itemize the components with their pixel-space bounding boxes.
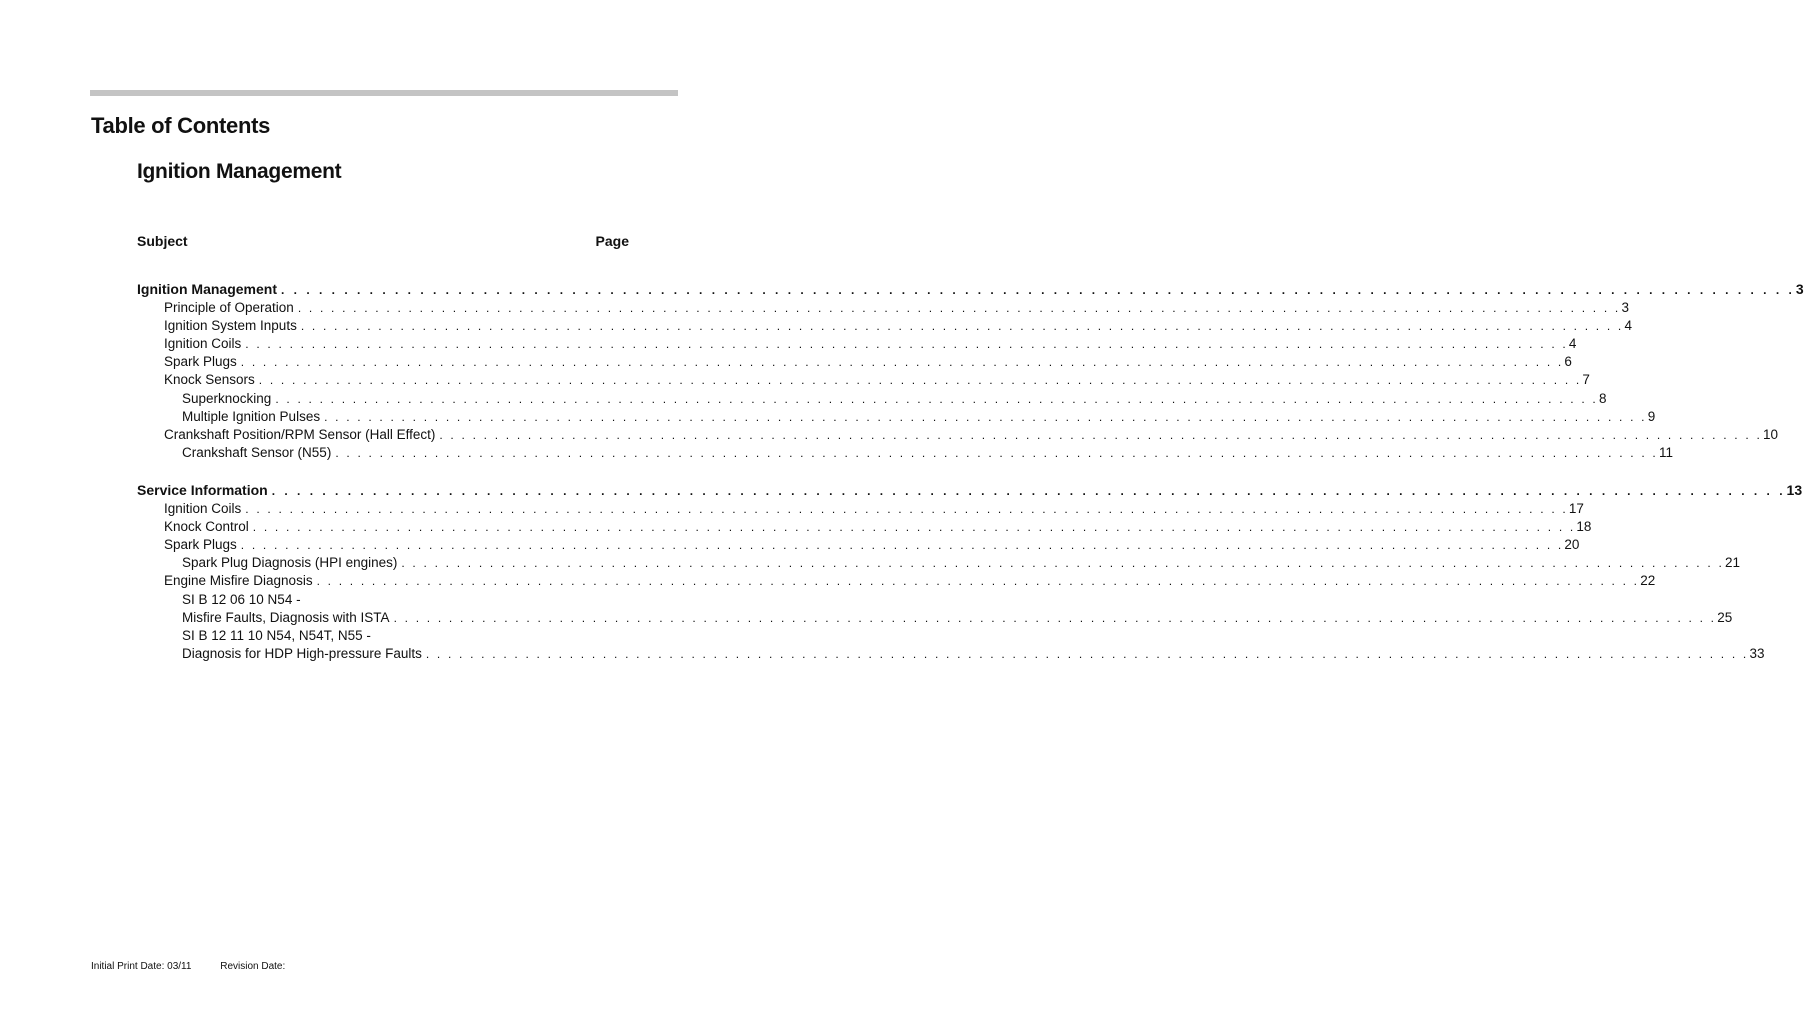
toc-page-number: 17	[1568, 501, 1584, 516]
page-title: Table of Contents	[91, 113, 271, 138]
toc-page-number: 22	[1640, 573, 1656, 589]
toc-dot-leader: . . . . . . . . . . . . . . . . . . . . . . . . . . . . . . . . . . . . . . . . . . . . . . . . . . . . . . . . . . . . . . . . . . . . . . . . . . . . . . . . . . . . . . . . . . . . . . . . . . . . . . . . . . . . . . . . . . . . . . . .	[240, 355, 1564, 370]
toc-entry-title: Multiple Ignition Pulses	[182, 408, 321, 424]
toc-entry-title: Engine Misfire Diagnosis	[164, 573, 313, 589]
initial-print-date: Initial Print Date: 03/11	[91, 961, 192, 972]
toc-entry-title: Ignition Management	[137, 281, 277, 297]
toc-entry[interactable]	[164, 518, 1592, 536]
module-title: Ignition Management	[137, 160, 342, 183]
revision-date: Revision Date:	[220, 961, 286, 972]
toc-section[interactable]	[137, 481, 1803, 499]
toc-entry-title: Crankshaft Position/RPM Sensor (Hall Effect)	[164, 426, 436, 442]
toc-dot-leader: . . . . . . . . . . . . . . . . . . . . . . . . . . . . . . . . . . . . . . . . . . . . . . . . . . . . . . . . . . . . . . . . . . . . . . . . . . . . . . . . . . . . . . . . . . . . . . . . . . . . . . . . . . . . . . . . . . . . . . . .	[425, 646, 1749, 661]
toc-entry[interactable]	[182, 444, 1673, 462]
toc-dot-leader: . . . . . . . . . . . . . . . . . . . . . . . . . . . . . . . . . . . . . . . . . . . . . . . . . . . . . . . . . . . . . . . . . . . . . . . . . . . . . . . . . . . . . . . . . . . . . . . . . . . . . . . . . . . . . . . . . . . . . . . .	[300, 319, 1624, 334]
toc-entry[interactable]	[164, 299, 1629, 317]
toc-dot-leader: . . . . . . . . . . . . . . . . . . . . . . . . . . . . . . . . . . . . . . . . . . . . . . . . . . . . . . . . . . . . . . . . . . . . . . . . . . . . . . . . . . . . . . . . . . . . . . . . . . . . . . . . . . . . . . . . . . . . . . . .	[245, 337, 1568, 352]
toc-page-number: 4	[1568, 336, 1577, 352]
toc-entry[interactable]	[164, 371, 1590, 389]
subject-column-header: Subject	[137, 233, 188, 249]
toc-entry[interactable]	[182, 609, 1733, 627]
toc-entry[interactable]	[164, 572, 1656, 590]
toc-entry-reference: SI B 12 06 10 N54 -	[182, 591, 301, 607]
toc-dot-leader: . . . . . . . . . . . . . . . . . . . . . . . . . . . . . . . . . . . . . . . . . . . . . . . . . . . . . . . . . . . . . . . . . . . . . . . . . . . . . . . . . . . . . . . . . . . . . . . . . . . . . . . . . . . . . . . . . . . . . . . .	[275, 391, 1598, 406]
toc-entry[interactable]	[182, 408, 1656, 426]
toc-entry-title: Service Information	[137, 482, 268, 498]
toc-entry[interactable]	[164, 353, 1572, 371]
toc-entry-title: Ignition Coils	[164, 501, 242, 516]
footer	[91, 961, 285, 972]
toc-dot-leader: . . . . . . . . . . . . . . . . . . . . . . . . . . . . . . . . . . . . . . . . . . . . . . . . . . . . . . . . . . . . . . . . . . . . . . . . . . . . . . . . . . . . . . . . . . . . . . . . . . . . . . . . . . . . . . . . . . . . . . . .	[393, 610, 1717, 625]
toc-entry-title: Principle of Operation	[164, 300, 294, 315]
toc-page-number: 25	[1717, 609, 1733, 625]
toc-page-number: 13	[1786, 482, 1803, 498]
toc-entry-title: Ignition Coils	[164, 336, 242, 352]
toc-entry-title: Knock Sensors	[164, 372, 255, 388]
toc-page-number: 6	[1564, 354, 1572, 370]
toc-dot-leader: . . . . . . . . . . . . . . . . . . . . . . . . . . . . . . . . . . . . . . . . . . . . . . . . . . . . . . . . . . . . . . . . . . . . . . . . . . . . . . . . . . . . . . . . . . . . . . . . . . . . . . . . . . . . . . . . . . . . . . . .	[281, 283, 1795, 297]
toc-page-number: 10	[1762, 426, 1779, 442]
toc-entry[interactable]	[164, 500, 1584, 518]
toc-page-number: 20	[1564, 537, 1580, 553]
toc-entry-title: Knock Control	[164, 519, 249, 535]
toc-entry-title: Spark Plugs	[164, 354, 237, 370]
toc-dot-leader: . . . . . . . . . . . . . . . . . . . . . . . . . . . . . . . . . . . . . . . . . . . . . . . . . . . . . . . . . . . . . . . . . . . . . . . . . . . . . . . . . . . . . . . . . . . . . . . . . . . . . . . . . . . . . . . . . . . . . . . .	[401, 556, 1724, 571]
toc-entry-title: Spark Plug Diagnosis (HPI engines)	[182, 555, 398, 571]
toc-dot-leader: . . . . . . . . . . . . . . . . . . . . . . . . . . . . . . . . . . . . . . . . . . . . . . . . . . . . . . . . . . . . . . . . . . . . . . . . . . . . . . . . . . . . . . . . . . . . . . . . . . . . . . . . . . . . . . . . . . . . . . . .	[316, 574, 1640, 589]
page-column-header: Page	[595, 233, 629, 249]
toc-entry-title: Diagnosis for HDP High-pressure Faults	[182, 645, 422, 661]
toc-entry-title: Ignition System Inputs	[164, 318, 297, 334]
toc-entry[interactable]	[182, 554, 1741, 572]
toc-dot-leader: . . . . . . . . . . . . . . . . . . . . . . . . . . . . . . . . . . . . . . . . . . . . . . . . . . . . . . . . . . . . . . . . . . . . . . . . . . . . . . . . . . . . . . . . . . . . . . . . . . . . . . . . . . . . . . . . . . . . . . . .	[240, 538, 1564, 553]
toc-entry-title: Spark Plugs	[164, 537, 237, 553]
toc-dot-leader: . . . . . . . . . . . . . . . . . . . . . . . . . . . . . . . . . . . . . . . . . . . . . . . . . . . . . . . . . . . . . . . . . . . . . . . . . . . . . . . . . . . . . . . . . . . . . . . . . . . . . . . . . . . . . . . . . . . . . . . .	[335, 445, 1658, 460]
toc-dot-leader: . . . . . . . . . . . . . . . . . . . . . . . . . . . . . . . . . . . . . . . . . . . . . . . . . . . . . . . . . . . . . . . . . . . . . . . . . . . . . . . . . . . . . . . . . . . . . . . . . . . . . . . . . . . . . . . . . . . . . . . .	[271, 484, 1786, 498]
header-rule	[90, 90, 678, 96]
toc-page-number: 21	[1724, 555, 1741, 571]
toc-page-number: 4	[1624, 318, 1632, 334]
toc-entry[interactable]	[164, 426, 1779, 444]
toc-dot-leader: . . . . . . . . . . . . . . . . . . . . . . . . . . . . . . . . . . . . . . . . . . . . . . . . . . . . . . . . . . . . . . . . . . . . . . . . . . . . . . . . . . . . . . . . . . . . . . . . . . . . . . . . . . . . . . . . . . . . . . . .	[245, 502, 1568, 516]
toc-entry[interactable]	[164, 536, 1580, 554]
toc-dot-leader: . . . . . . . . . . . . . . . . . . . . . . . . . . . . . . . . . . . . . . . . . . . . . . . . . . . . . . . . . . . . . . . . . . . . . . . . . . . . . . . . . . . . . . . . . . . . . . . . . . . . . . . . . . . . . . . . . . . . . . . .	[258, 373, 1582, 388]
toc-entry[interactable]	[182, 390, 1607, 408]
toc-entry-reference: SI B 12 11 10 N54, N54T, N55 -	[182, 627, 371, 643]
toc-dot-leader: . . . . . . . . . . . . . . . . . . . . . . . . . . . . . . . . . . . . . . . . . . . . . . . . . . . . . . . . . . . . . . . . . . . . . . . . . . . . . . . . . . . . . . . . . . . . . . . . . . . . . . . . . . . . . . . . . . . . . . . .	[439, 427, 1762, 442]
toc-page-number: 9	[1647, 408, 1656, 424]
toc-page-number: 3	[1795, 281, 1804, 297]
toc-entry-title: Superknocking	[182, 390, 272, 406]
toc-page-number: 18	[1576, 519, 1592, 535]
toc-page-number: 33	[1749, 645, 1765, 661]
toc-page-number: 8	[1598, 390, 1607, 406]
toc-section[interactable]	[137, 280, 1804, 298]
toc-entry-title: Crankshaft Sensor (N55)	[182, 444, 332, 460]
toc-entry[interactable]	[164, 317, 1632, 335]
toc-page-number: 11	[1658, 444, 1673, 460]
toc-entry[interactable]	[164, 335, 1577, 353]
toc-page-number: 3	[1621, 300, 1629, 315]
toc-entry[interactable]	[182, 645, 1765, 663]
toc-page-number: 7	[1582, 372, 1590, 388]
toc-entry-title: Misfire Faults, Diagnosis with ISTA	[182, 609, 390, 625]
toc-dot-leader: . . . . . . . . . . . . . . . . . . . . . . . . . . . . . . . . . . . . . . . . . . . . . . . . . . . . . . . . . . . . . . . . . . . . . . . . . . . . . . . . . . . . . . . . . . . . . . . . . . . . . . . . . . . . . . . . . . . . . . . .	[297, 301, 1621, 315]
toc-dot-leader: . . . . . . . . . . . . . . . . . . . . . . . . . . . . . . . . . . . . . . . . . . . . . . . . . . . . . . . . . . . . . . . . . . . . . . . . . . . . . . . . . . . . . . . . . . . . . . . . . . . . . . . . . . . . . . . . . . . . . . . .	[252, 520, 1576, 535]
toc-dot-leader: . . . . . . . . . . . . . . . . . . . . . . . . . . . . . . . . . . . . . . . . . . . . . . . . . . . . . . . . . . . . . . . . . . . . . . . . . . . . . . . . . . . . . . . . . . . . . . . . . . . . . . . . . . . . . . . . . . . . . . . .	[324, 409, 1647, 424]
